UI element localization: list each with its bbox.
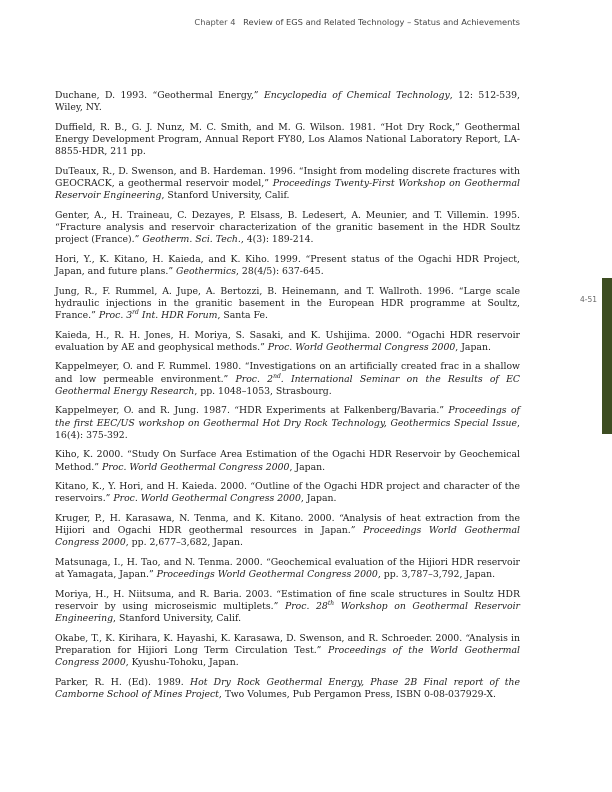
reference-text: Jung, R., F. Rummel, A. Jupe, A. Bertozzi, B. Heinemann, and T. Wallroth. 1996. “Large scale hydraulic injections in the granitic basement in the European HDR programme at Soultz, France.” xyxy=(55,285,520,321)
reference-text: , Japan. xyxy=(455,341,491,353)
reference-text: , Stanford University, Calif. xyxy=(161,190,290,202)
reference-text: Duffield, R. B., G. J. Nunz, M. C. Smith, and M. G. Wilson. 1981. “Hot Dry Rock,” Geothermal Energy Development Program, Annual Report FY80, Los Alamos National Laboratory Report, LA-8855-HDR, 211 pp. xyxy=(55,121,520,158)
reference-text: Kruger, P., H. Karasawa, N. Tenma, and K. Kitano. 2000. “Analysis of heat extraction from the Hijiori and Ogachi HDR geothermal resources in Japan.” xyxy=(55,512,520,537)
reference-italic-text: th xyxy=(327,599,335,607)
reference-text: , Santa Fe. xyxy=(217,310,268,321)
chapter-tab-bar xyxy=(602,278,612,434)
reference-italic-text: Proceedings of the first EEC/US workshop on Geothermal Hot Dry Rock Technology, Geothermics Special Issue xyxy=(55,405,520,429)
reference-text: Moriya, H., H. Niitsuma, and R. Baria. 2003. “Estimation of fine scale structures in Soultz HDR reservoir by using microseismic multiplets.” xyxy=(55,588,520,612)
reference-entry xyxy=(55,122,520,159)
reference-entry xyxy=(55,210,520,247)
reference-italic-text: Proc. 3 xyxy=(98,310,133,321)
reference-italic-text: Proc. World Geothermal Congress 2000 xyxy=(267,341,456,353)
reference-italic-text: Proceedings World Geothermal Congress 2000 xyxy=(55,525,520,549)
reference-italic-text: Proc. 28 xyxy=(284,600,328,612)
reference-entry xyxy=(55,330,520,354)
reference-italic-text: Proceedings Twenty-First Workshop on Geothermal Reservoir Engineering xyxy=(55,178,520,202)
reference-italic-text: Geothermics xyxy=(176,266,237,277)
reference-italic-text: Proc. World Geothermal Congress 2000 xyxy=(101,461,290,473)
reference-entry xyxy=(55,481,520,505)
reference-italic-text: Int. HDR Forum xyxy=(138,310,218,321)
chapter-label: Chapter 4 xyxy=(194,17,236,27)
reference-italic-text: Encyclopedia of Chemical Technology xyxy=(263,90,450,101)
reference-italic-text: Proceedings World Geothermal Congress 2000 xyxy=(156,569,378,581)
reference-text: , pp. 2,677–3,682, Japan. xyxy=(125,537,243,549)
reference-entry xyxy=(55,677,520,701)
reference-text: , Stanford University, Calif. xyxy=(113,613,242,625)
reference-entry xyxy=(55,513,520,550)
reference-entry xyxy=(55,90,520,114)
reference-text: , Kyushu-Tohoku, Japan. xyxy=(125,657,239,669)
reference-text: , Two Volumes, Pub Pergamon Press, ISBN 0-08-037929-X. xyxy=(218,688,496,700)
reference-italic-text: Hot Dry Rock Geothermal Energy, Phase 2B Final report of the Camborne School of Mines Project xyxy=(55,676,520,700)
reference-italic-text: rd xyxy=(132,308,139,316)
reference-text: , pp. 3,787–3,792, Japan. xyxy=(377,569,496,581)
reference-text: , 4(3): 189-214. xyxy=(240,234,314,246)
reference-italic-text: Proceedings of the World Geothermal Congress 2000 xyxy=(55,644,520,669)
reference-text: Kappelmeyer, O. and F. Rummel. 1980. “Investigations on an artificially created frac in a shallow and low permeable environment.” xyxy=(55,361,520,385)
page-number: 4-51 xyxy=(580,295,598,304)
section-title: Review of EGS and Related Technology – Status and Achievements xyxy=(243,17,520,27)
reference-text: Parker, R. H. (Ed). 1989. xyxy=(55,676,190,688)
reference-entry xyxy=(55,405,520,442)
reference-italic-text: . International Seminar on the Results of EC Geothermal Energy Research xyxy=(55,373,520,397)
reference-entry xyxy=(55,286,520,323)
reference-entry xyxy=(55,361,520,398)
reference-entry xyxy=(55,557,520,581)
reference-entry xyxy=(55,589,520,626)
reference-text: Kappelmeyer, O. and R. Jung. 1987. “HDR Experiments at Falkenberg/Bavaria.” xyxy=(55,405,449,417)
reference-text: , 28(4/5): 637-645. xyxy=(236,266,324,277)
reference-text: DuTeaux, R., D. Swenson, and B. Hardeman. 1996. “Insight from modeling discrete fractures with GEOCRACK, a geothermal reservoir model,” xyxy=(55,165,520,189)
reference-text: Matsunaga, I., H. Tao, and N. Tenma. 2000. “Geochemical evaluation of the Hijiori HDR reservoir at Yamagata, Japan.” xyxy=(55,556,520,581)
reference-italic-text: Proc. 2 xyxy=(235,373,274,385)
reference-entry xyxy=(55,449,520,473)
reference-text: Kaieda, H., R. H. Jones, H. Moriya, S. Sasaki, and K. Ushijima. 2000. “Ogachi HDR reservoir evaluation by AE and geophysical methods.” xyxy=(55,329,520,353)
reference-text: , 12: 512-539, Wiley, NY. xyxy=(55,90,520,114)
reference-text: , 16(4): 375-392. xyxy=(55,417,520,441)
reference-text: Duchane, D. 1993. “Geothermal Energy,” xyxy=(55,90,264,101)
reference-list xyxy=(55,90,520,709)
reference-entry xyxy=(55,254,520,278)
reference-entry xyxy=(55,166,520,203)
reference-text: Hori, Y., K. Kitano, H. Kaieda, and K. Kiho. 1999. “Present status of the Ogachi HDR Project, Japan, and future plans.” xyxy=(55,253,520,277)
reference-text: , Japan. xyxy=(289,461,326,473)
reference-italic-text: nd xyxy=(273,372,281,380)
reference-text: , Japan. xyxy=(300,493,337,505)
running-header xyxy=(194,17,520,27)
reference-entry xyxy=(55,633,520,670)
reference-text: Kitano, K., Y. Hori, and H. Kaieda. 2000. “Outline of the Ogachi HDR project and character of the reservoirs.” xyxy=(55,481,520,505)
reference-text: Kiho, K. 2000. “Study On Surface Area Estimation of the Ogachi HDR Reservoir by Geochemical Method.” xyxy=(55,449,520,473)
reference-text: , pp. 1048–1053, Strasbourg. xyxy=(194,385,332,397)
reference-italic-text: Workshop on Geothermal Reservoir Engineering xyxy=(55,600,520,625)
reference-italic-text: Proc. World Geothermal Congress 2000 xyxy=(113,493,301,505)
reference-text: Genter, A., H. Traineau, C. Dezayes, P. Elsass, B. Ledesert, A. Meunier, and T. Villemin. 1995. “Fracture analysis and reservoir characterization of the granitic basement in the HDR Soultz project (France).” xyxy=(55,209,520,246)
reference-text: Okabe, T., K. Kirihara, K. Hayashi, K. Karasawa, D. Swenson, and R. Schroeder. 2000. “Analysis in Preparation for Hijiori Long Term Circulation Test.” xyxy=(55,632,520,656)
reference-italic-text: Geotherm. Sci. Tech. xyxy=(142,234,241,246)
